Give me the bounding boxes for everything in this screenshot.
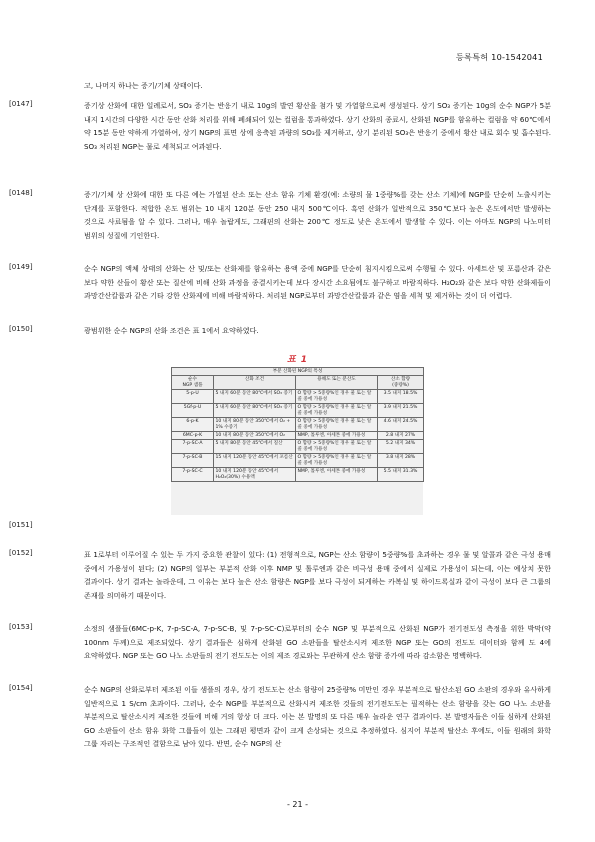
cell-condition: 10 내지 120분 동안 45℃에서 H₂O₂(30%) 수용액 [214,468,296,482]
cell-sample: 5-p-U [172,390,214,404]
paragraph-number: [0147] [9,99,33,108]
paragraph-number: [0151] [9,520,33,529]
cell-condition: 5 내지 60분 동안 80℃에서 SO₃ 증기 [214,390,296,404]
continuation-line: 고, 나머지 하나는 증기/기체 상태이다. [84,81,203,90]
col-header-sample: 순수 NGP 샘플 [172,376,214,390]
cell-condition: 5 내지 80분 동안 45℃에서 질산 [214,440,296,454]
col-header-solubility: 용해도 또는 분산도 [296,376,378,390]
cell-condition: 5 내지 60분 동안 80℃에서 SO₃ 증기 [214,404,296,418]
cell-solubility: O 함량 > 5중량%인 경우 물 또는 알콜 중에 가용성 [296,418,378,432]
cell-oxygen: 3.9 내지 21.5% [378,404,424,418]
paragraph-number: [0149] [9,262,33,271]
paragraph-text: 순수 NGP의 산화로부터 제조된 이들 샘플의 경우, 상기 전도도는 산소 함량이 25중량% 미만인 경우 부분적으로 탈산소된 GO 소판의 경우와 유사하게 일반적으로 1 S/cm 초과이다. 그러나, 순수 NGP를 부분적으로 산화시켜 제조한 것들의 전기전도도는 필적하는 산소 함량을 갖는 GO 나노 소판을 부분적으로 탈산소시켜 제조한 것들에 비해 거의 항상 더 크다. 이는 본 발명의 또 다른 매우 놀라운 연구 결과이다. 본 발명자들은 이들 심하게 산화된 GO 소판들이 산소 함유 화학 그룹들이 있는 그래핀 평면과 같이 크게 손상되는 것으로 추정하였다. 심지어 부분적 탈산소 후에도, 이들 원래의 화학 그룹 자리는 구조적인 결함으로 남아 있다. 반면, 순수 NGP의 산 [84,685,551,748]
cell-solubility: NMP, 톨루엔, 아세톤 중에 가용성 [296,468,378,482]
table-row [172,440,424,454]
page-number: - 21 - [286,800,309,809]
cell-sample: 7-p-SC-B [172,454,214,468]
paragraph-number: [0153] [9,622,33,631]
cell-solubility: O 함량 > 5중량%인 경우 물 또는 알콜 중에 가용성 [296,404,378,418]
paragraph-text: 증기/기체 상 산화에 대한 또 다른 예는 가열된 산소 또는 산소 함유 기체 환경(예: 소량의 물 1중량%를 갖는 산소 기체)에 NGP를 단순히 노출시키는 단계를 포함한다. 적합한 온도 범위는 10 내지 120분 동안 250 내지 500℃이다. 흑연 산화가 일반적으로 350℃보다 높은 온도에서만 발생하는 것으로 사료됨을 알 수 있다. 그러나, 매우 놀랍게도, 그래핀의 산화는 200℃ 정도로 낮은 온도에서 발생할 수 있다. 이는 아마도 NGP의 나노미터 범위의 성질에 기인한다. [84,190,551,240]
cell-oxygen: 3.8 내지 28% [378,454,424,468]
table-row [172,454,424,468]
table-row [172,432,424,440]
cell-sample: 7-p-SC-A [172,440,214,454]
cell-solubility: O 함량 > 5중량%인 경우 물 또는 알콜 중에 가용성 [296,440,378,454]
cell-condition: 10 내지 80분 동안 350℃에서 O₂ + 1% 수증기 [214,418,296,432]
table-row [172,404,424,418]
paragraph-text: 증기상 산화에 대한 일례로서, SO₃ 증기는 반응기 내로 10g의 발연 황산을 첨가 및 가열함으로써 생성된다. 상기 SO₃ 증기는 10g의 순수 NGP가 5분 내지 1시간의 다양한 시간 동안 산화 처리를 위해 폐쇄되어 있는 컬럼을 통과하였다. 상기 산화의 종료시, 산화된 NGP를 함유하는 컬럼을 약 60℃에서 약 15분 동안 약하게 가열하여, 상기 NGP의 표면 상에 응축된 과량의 SO₃를 제거하고, 상기 분리된 SO₃은 반응기 중에서 황산 내로 회수 및 흡수된다. SO₃ 처리된 NGP는 물로 세척되고 여과된다. [84,101,551,151]
paragraph-number: [0148] [9,188,33,197]
paragraph-text: 표 1로부터 이루어질 수 있는 두 가지 중요한 관찰이 있다: (1) 전형적으로, NGP는 산소 함량이 5중량%를 초과하는 경우 물 및 알콜과 같은 극성 용매 중에서 가용성이 된다; (2) NGP의 일부는 부분적 산화 이후 NMP 및 톨루엔과 같은 비극성 용매 중에서 실제로 가용성이 되는데, 이는 예상치 못한 결과이다. 상기 결과는 놀라운데, 그 이유는 보다 높은 산소 함량은 NGP를 보다 극성이 되게하는 카복실 및 하이드록실과 같이 극성이 보다 큰 그룹의 존재를 의미하기 때문이다. [84,550,551,600]
cell-solubility: O 함량 > 5중량%인 경우 물 또는 알콜 중에 가용성 [296,454,378,468]
table-group-header: 부분 산화된 NGP의 특성 [172,368,424,376]
table-image [171,367,423,515]
cell-oxygen: 4.6 내지 24.5% [378,418,424,432]
cell-sample: 6-p-K [172,418,214,432]
cell-oxygen: 2.8 내지 27% [378,432,424,440]
cell-condition: 15 내지 120분 동안 45℃에서 포름산 [214,454,296,468]
oxidation-conditions-table [171,367,424,482]
cell-sample: 5Gf-p-U [172,404,214,418]
paragraph-number: [0154] [9,683,33,692]
paragraph-number: [0150] [9,324,33,333]
cell-condition: 10 내지 80분 동안 350℃에서 O₂ [214,432,296,440]
paragraph-text: 소정의 샘플들(6MC-p-K, 7-p-SC-A, 7-p-SC-B, 및 7-p-SC-C)로부터의 순수 NGP 및 부분적으로 산화된 NGP가 전기전도성 측정을 위한 박막(약 100nm 두께)으로 제조되었다. 상기 결과들은 심하게 산화된 GO 소판들을 탈산소시켜 제조한 NGP 또는 GO의 전도도 데이터와 함께 도 4에 요약하였다. NGP 또는 GO 나노 소판들의 전기 전도도는 이의 제조 경로와는 무관하게 산소 함량 증가에 따라 감소함은 명백하다. [84,624,551,660]
cell-oxygen: 3.5 내지 18.5% [378,390,424,404]
col-header-oxygen: 산소 함량 (중량%) [378,376,424,390]
paragraph-text: 순수 NGP의 액체 상태의 산화는 산 및/또는 산화제를 함유하는 용액 중에 NGP를 단순히 침지시킴으로써 수행될 수 있다. 아세트산 및 포름산과 같은 보다 약한 산들이 황산 또는 질산에 비해 산화 과정을 종결시키는데 보다 장시간 소요됨에도 불구하고 바람직하다. H₂O₂와 같은 보다 약한 산화제들이 과망간산칼륨과 같은 기타 강한 산화제에 비해 바람직하다. 처리된 NGP로부터 과망간산칼륨과 같은 염을 세척 및 제거하는 것이 더 어렵다. [84,264,551,300]
table-row [172,390,424,404]
cell-solubility: O 함량 > 5중량%인 경우 물 또는 알콜 중에 가용성 [296,390,378,404]
paragraph-number: [0152] [9,548,33,557]
table-row [172,468,424,482]
patent-number-header: 등록특허 10-1542041 [455,52,543,62]
cell-sample: 7-p-SC-C [172,468,214,482]
col-header-condition: 산화 조건 [214,376,296,390]
cell-solubility: NMP, 톨루엔, 아세톤 중에 가용성 [296,432,378,440]
paragraph-text: 광범위한 순수 NGP의 산화 조건은 표 1에서 요약하였다. [84,326,259,335]
cell-sample: 6MC-p-K [172,432,214,440]
cell-oxygen: 5.5 내지 31.3% [378,468,424,482]
cell-oxygen: 5.2 내지 34% [378,440,424,454]
table-row [172,418,424,432]
table-caption: 표 1 [286,355,309,365]
